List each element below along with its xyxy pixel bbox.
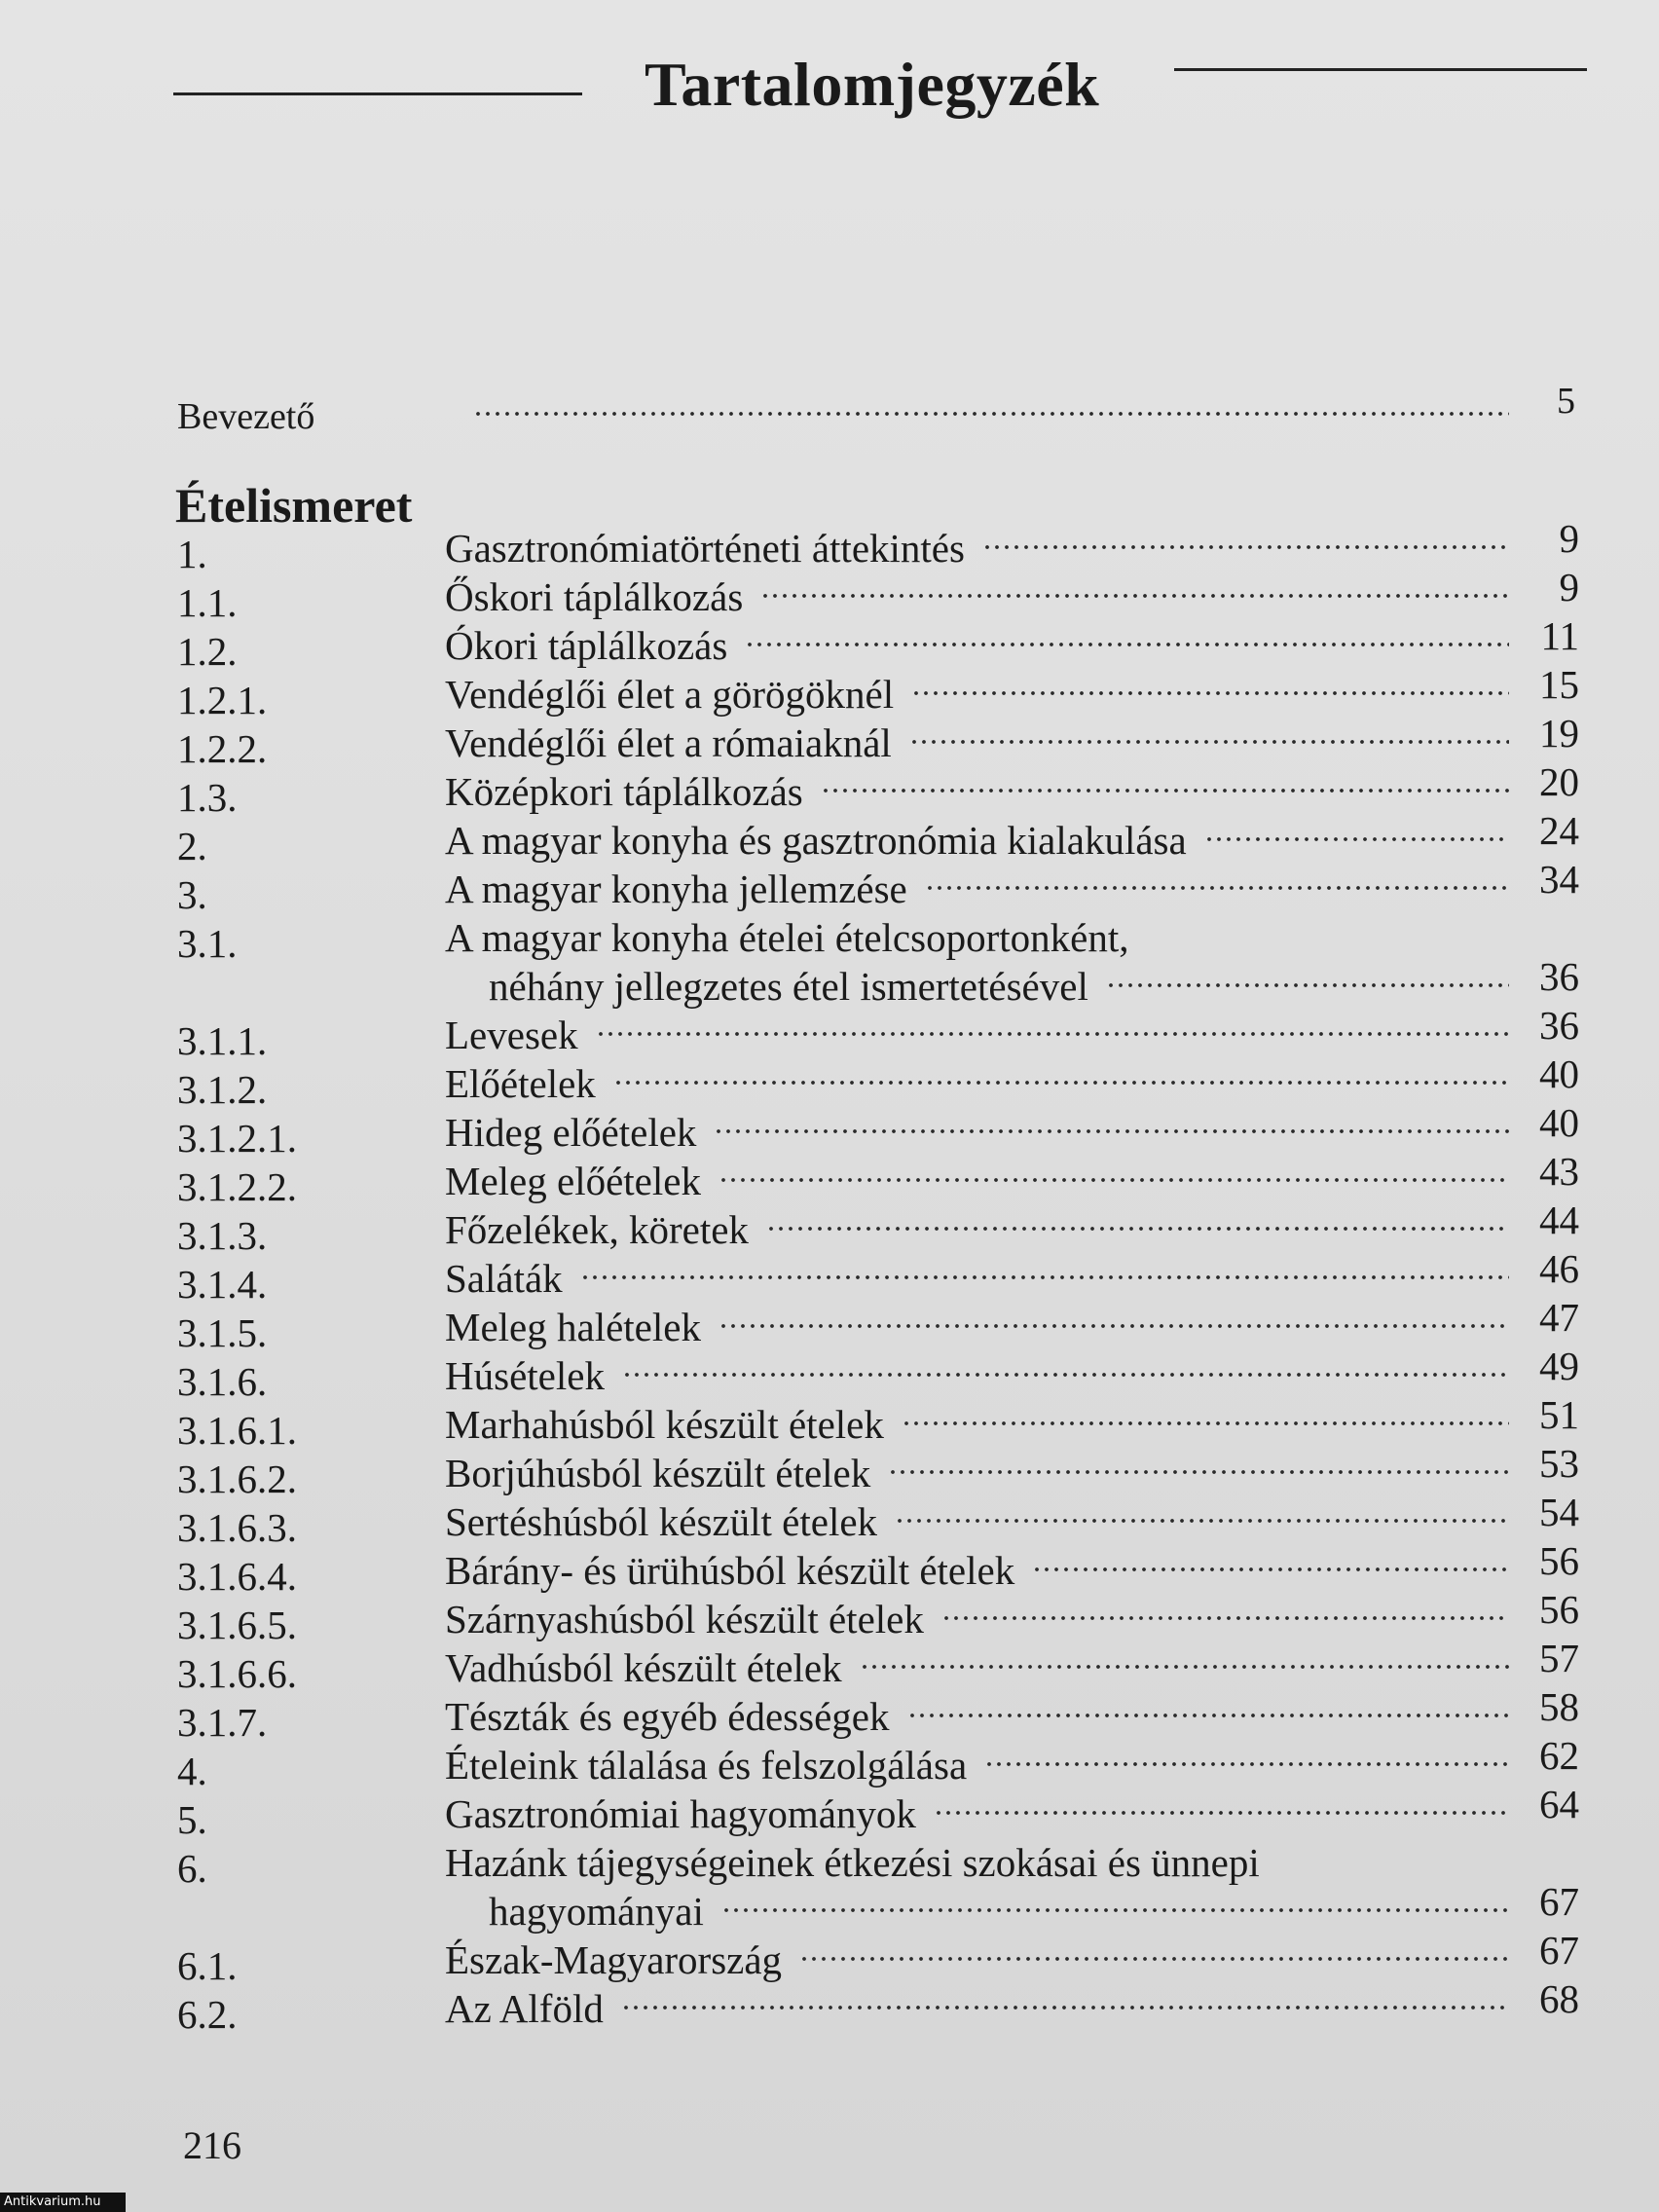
leader-dots xyxy=(821,781,1509,800)
toc-label: néhány jellegzetes étel ismertetésével xyxy=(489,964,1088,1009)
toc-page-number: 64 xyxy=(1539,1782,1579,1826)
toc-row xyxy=(175,662,1587,722)
toc-page-number: 11 xyxy=(1540,613,1579,658)
leader-dots xyxy=(621,1998,1509,2017)
leader-dots xyxy=(1032,1560,1509,1579)
toc-label: Marhahúsból készült ételek xyxy=(445,1402,884,1447)
toc-page-number: 40 xyxy=(1539,1100,1579,1145)
toc-number: 6.1. xyxy=(177,1943,238,1988)
page-header xyxy=(173,49,1587,127)
toc-row xyxy=(175,1587,1587,1647)
toc-page-number: 36 xyxy=(1539,1003,1579,1048)
toc-number: 1.2.2. xyxy=(177,726,268,771)
leader-dots xyxy=(596,1024,1509,1044)
page-number: 216 xyxy=(183,2123,241,2167)
toc-row xyxy=(175,1149,1587,1209)
leader-dots xyxy=(860,1657,1509,1677)
toc-label: Tészták és egyéb édességek xyxy=(445,1694,890,1739)
leader-dots xyxy=(473,409,1509,428)
toc-page-number: 49 xyxy=(1539,1344,1579,1388)
leader-dots xyxy=(719,1316,1509,1336)
toc-page-number: 53 xyxy=(1539,1441,1579,1486)
leader-dots xyxy=(895,1511,1509,1530)
toc-row xyxy=(175,913,1587,966)
leader-dots xyxy=(941,1608,1509,1628)
toc-page-number: 9 xyxy=(1559,516,1579,561)
toc-page-number: 19 xyxy=(1539,711,1579,756)
toc-intro-row xyxy=(175,380,1587,438)
leader-dots xyxy=(613,1073,1509,1092)
toc-row xyxy=(175,1538,1587,1599)
toc-label: Meleg előételek xyxy=(445,1159,701,1203)
toc-row xyxy=(175,1003,1587,1063)
toc-row xyxy=(175,1441,1587,1501)
toc-row xyxy=(175,711,1587,771)
toc-page-number: 57 xyxy=(1539,1636,1579,1680)
toc-number: 3.1.6.4. xyxy=(177,1554,297,1599)
toc-label: hagyományai xyxy=(489,1889,704,1934)
header-rule-right xyxy=(1174,68,1587,71)
toc-label: Őskori táplálkozás xyxy=(445,574,744,619)
leader-dots xyxy=(622,1365,1509,1384)
leader-dots xyxy=(911,683,1509,703)
toc-intro-page: 5 xyxy=(1557,381,1575,422)
toc-label: A magyar konyha és gasztronómia kialakulása xyxy=(445,818,1187,863)
toc-number: 3.1.2. xyxy=(177,1067,268,1112)
toc-page-number: 46 xyxy=(1539,1246,1579,1291)
toc-label: Húsételek xyxy=(445,1353,605,1398)
toc-label: Meleg halételek xyxy=(445,1305,701,1349)
toc-label: Az Alföld xyxy=(445,1986,604,2031)
toc-page-number: 68 xyxy=(1539,1976,1579,2021)
leader-dots xyxy=(580,1268,1509,1287)
leader-dots xyxy=(766,1219,1509,1238)
leader-dots xyxy=(745,635,1509,654)
toc-page-number: 15 xyxy=(1539,662,1579,707)
section-heading: Ételismeret xyxy=(175,478,413,533)
toc-number: 2. xyxy=(177,824,207,868)
toc-page-number: 43 xyxy=(1539,1149,1579,1194)
toc-row xyxy=(175,516,1587,576)
toc-page-number: 67 xyxy=(1539,1879,1579,1924)
toc-label: Ételeink tálalása és felszolgálása xyxy=(445,1743,968,1788)
toc-number: 3.1.6.3. xyxy=(177,1505,297,1550)
toc-label: Vendéglői élet a görögöknél xyxy=(445,672,895,717)
toc-row xyxy=(175,1295,1587,1355)
toc-row xyxy=(175,1198,1587,1258)
leader-dots xyxy=(721,1900,1509,1920)
toc-row xyxy=(175,1928,1587,1988)
toc-row xyxy=(175,808,1587,868)
toc-number: 1. xyxy=(177,532,207,576)
toc-label: Hideg előételek xyxy=(445,1110,697,1155)
leader-dots xyxy=(888,1462,1509,1482)
toc-number: 3.1.5. xyxy=(177,1310,268,1355)
toc-row xyxy=(175,613,1587,674)
toc-number: 3.1.6.1. xyxy=(177,1408,297,1453)
leader-dots xyxy=(799,1949,1509,1969)
toc-page-number: 67 xyxy=(1539,1928,1579,1972)
toc-number: 1.3. xyxy=(177,775,238,820)
toc-page-number: 44 xyxy=(1539,1198,1579,1242)
toc-number: 3.1. xyxy=(177,921,238,966)
toc-page-number: 54 xyxy=(1539,1490,1579,1534)
toc-label: Saláták xyxy=(445,1256,563,1301)
toc-label: Ókori táplálkozás xyxy=(445,623,728,668)
watermark: Antikvarium.hu xyxy=(0,2193,126,2212)
toc-page-number: 56 xyxy=(1539,1587,1579,1632)
toc-number: 3.1.6. xyxy=(177,1359,268,1404)
toc-row xyxy=(175,1392,1587,1453)
toc-page-number: 40 xyxy=(1539,1051,1579,1096)
toc-page-number: 36 xyxy=(1539,954,1579,999)
toc-label: Sertéshúsból készült ételek xyxy=(445,1499,878,1544)
toc-label: Vendéglői élet a rómaiaknál xyxy=(445,720,892,765)
leader-dots xyxy=(925,878,1509,898)
toc-number: 6.2. xyxy=(177,1992,238,2037)
toc-number: 3.1.4. xyxy=(177,1262,268,1307)
toc-label: Előételek xyxy=(445,1061,596,1106)
toc-label: Bárány- és ürühúsból készült ételek xyxy=(445,1548,1015,1593)
leader-dots xyxy=(907,1706,1509,1725)
toc-label: Levesek xyxy=(445,1013,578,1057)
leader-dots xyxy=(909,732,1509,752)
toc-page-number: 9 xyxy=(1559,565,1579,609)
toc-row xyxy=(175,1838,1587,1891)
leader-dots xyxy=(902,1414,1509,1433)
toc-number: 5. xyxy=(177,1797,207,1842)
toc-number: 1.2.1. xyxy=(177,678,268,722)
leader-dots xyxy=(1204,830,1509,849)
toc-label: Főzelékek, köretek xyxy=(445,1207,749,1252)
toc-row xyxy=(175,759,1587,820)
toc-number: 3.1.2.1. xyxy=(177,1116,297,1161)
toc-page-number: 56 xyxy=(1539,1538,1579,1583)
toc-number: 4. xyxy=(177,1749,207,1793)
toc-label: A magyar konyha ételei ételcsoportonként, xyxy=(445,915,1129,960)
toc-list xyxy=(175,516,1587,2037)
toc-page-number: 51 xyxy=(1539,1392,1579,1437)
leader-dots xyxy=(984,1754,1509,1774)
toc-page-number: 20 xyxy=(1539,759,1579,804)
toc-label: Gasztronómiatörténeti áttekintés xyxy=(445,526,965,571)
toc-number: 3.1.6.2. xyxy=(177,1456,297,1501)
header-rule-left xyxy=(173,92,582,95)
toc-label: Gasztronómiai hagyományok xyxy=(445,1791,916,1836)
leader-dots xyxy=(982,537,1509,557)
toc-number: 3. xyxy=(177,872,207,917)
toc-row xyxy=(175,1636,1587,1696)
toc-page-number: 34 xyxy=(1539,857,1579,902)
toc-label: Szárnyashúsból készült ételek xyxy=(445,1597,924,1641)
toc-number: 1.1. xyxy=(177,580,238,625)
toc-row xyxy=(175,1051,1587,1112)
toc-label: Középkori táplálkozás xyxy=(445,769,803,814)
toc-label: A magyar konyha jellemzése xyxy=(445,866,907,911)
toc-row xyxy=(175,1879,1587,1936)
toc-label: Észak-Magyarország xyxy=(445,1937,783,1982)
leader-dots xyxy=(760,586,1509,606)
toc-row xyxy=(175,954,1587,1011)
toc-number: 3.1.1. xyxy=(177,1018,268,1063)
toc-number: 3.1.6.6. xyxy=(177,1651,297,1696)
leader-dots xyxy=(719,1170,1509,1190)
toc-page-number: 47 xyxy=(1539,1295,1579,1340)
leader-dots xyxy=(714,1122,1509,1141)
toc-row xyxy=(175,1976,1587,2037)
toc-label: Borjúhúsból készült ételek xyxy=(445,1451,871,1495)
toc-row xyxy=(175,1733,1587,1793)
toc-page-number: 24 xyxy=(1539,808,1579,853)
toc-intro-label: Bevezető xyxy=(177,396,315,437)
page-title: Tartalomjegyzék xyxy=(645,50,1100,119)
toc-row xyxy=(175,1490,1587,1550)
toc-row xyxy=(175,1782,1587,1842)
toc-row xyxy=(175,857,1587,917)
toc-row xyxy=(175,1100,1587,1161)
toc-label: Vadhúsból készült ételek xyxy=(445,1645,842,1690)
toc-number: 3.1.6.5. xyxy=(177,1603,297,1647)
toc-number: 3.1.2.2. xyxy=(177,1164,297,1209)
toc-page-number: 62 xyxy=(1539,1733,1579,1778)
toc-number: 3.1.3. xyxy=(177,1213,268,1258)
toc-number: 6. xyxy=(177,1846,207,1891)
leader-dots xyxy=(934,1803,1509,1823)
toc-page-number: 58 xyxy=(1539,1684,1579,1729)
toc-row xyxy=(175,1344,1587,1404)
toc-number: 3.1.7. xyxy=(177,1700,268,1745)
leader-dots xyxy=(1106,976,1509,995)
toc-number: 1.2. xyxy=(177,629,238,674)
toc-row xyxy=(175,1246,1587,1307)
toc-label: Hazánk tájegységeinek étkezési szokásai és ünnepi xyxy=(445,1840,1260,1885)
toc-row xyxy=(175,1684,1587,1745)
toc-row xyxy=(175,565,1587,625)
